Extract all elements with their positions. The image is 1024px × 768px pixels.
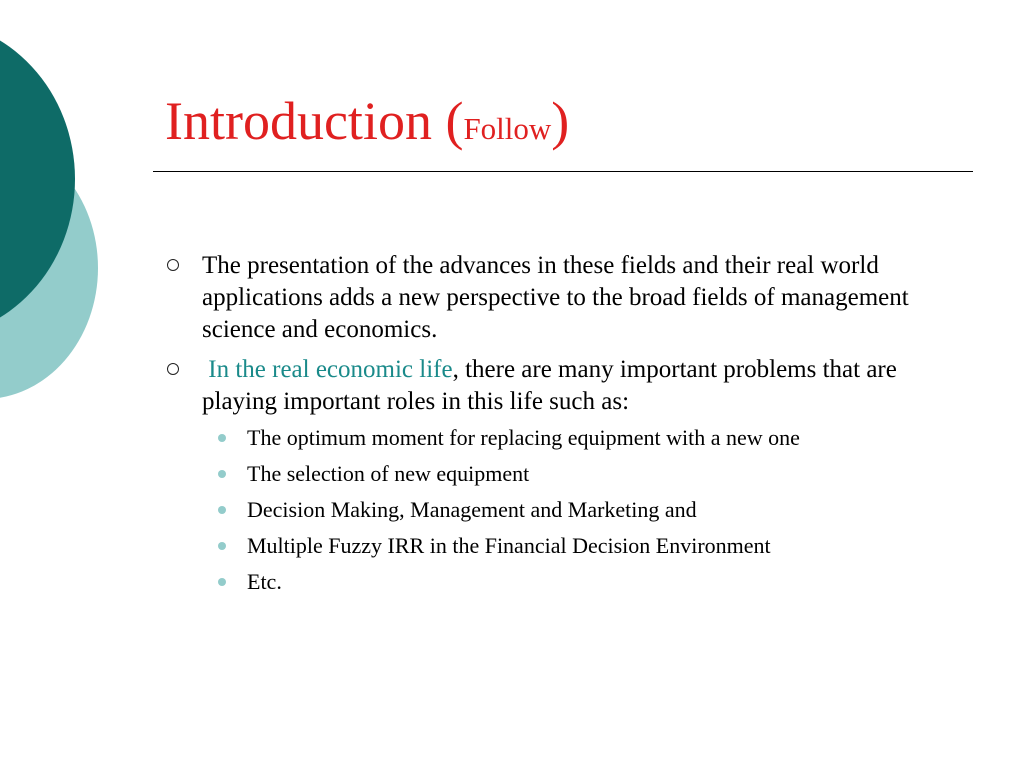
- hollow-bullet-icon: [167, 363, 179, 375]
- title-underline: [153, 171, 973, 172]
- sub-bullet-item: [216, 564, 960, 600]
- sub-bullet-item: [216, 420, 960, 456]
- sub-bullet-text: The selection of new equipment: [247, 461, 530, 486]
- hollow-bullet-icon: [167, 259, 179, 271]
- dot-bullet-icon: [218, 470, 226, 478]
- slide-title-main: Introduction (: [165, 91, 464, 151]
- bullet-text: , there are many important problems that are playing important roles in this life such as:: [202, 356, 897, 415]
- bullet-item: [160, 354, 960, 418]
- slide-title: [165, 86, 569, 164]
- sub-bullet-text: The optimum moment for replacing equipment with a new one: [247, 425, 800, 450]
- bullet-item: [160, 250, 960, 346]
- slide-title-follow: Follow: [463, 111, 552, 146]
- dot-bullet-icon: [218, 434, 226, 442]
- sub-bullet-item: [216, 528, 960, 564]
- sub-bullet-text: Etc.: [247, 569, 282, 594]
- dot-bullet-icon: [218, 578, 226, 586]
- sub-bullet-list: [216, 420, 960, 600]
- sub-bullet-item: [216, 492, 960, 528]
- dot-bullet-icon: [218, 506, 226, 514]
- dot-bullet-icon: [218, 542, 226, 550]
- slide-body: [160, 250, 960, 600]
- slide-title-close: ): [551, 91, 570, 151]
- sub-bullet-item: [216, 456, 960, 492]
- sub-bullet-text: Decision Making, Management and Marketing and: [247, 497, 697, 522]
- bullet-text: The presentation of the advances in these fields and their real world applications adds a new perspective to the broad fields of management science and economics.: [202, 252, 909, 343]
- bullet-highlight: In the real economic life: [202, 356, 453, 383]
- sub-bullet-text: Multiple Fuzzy IRR in the Financial Decision Environment: [247, 533, 771, 558]
